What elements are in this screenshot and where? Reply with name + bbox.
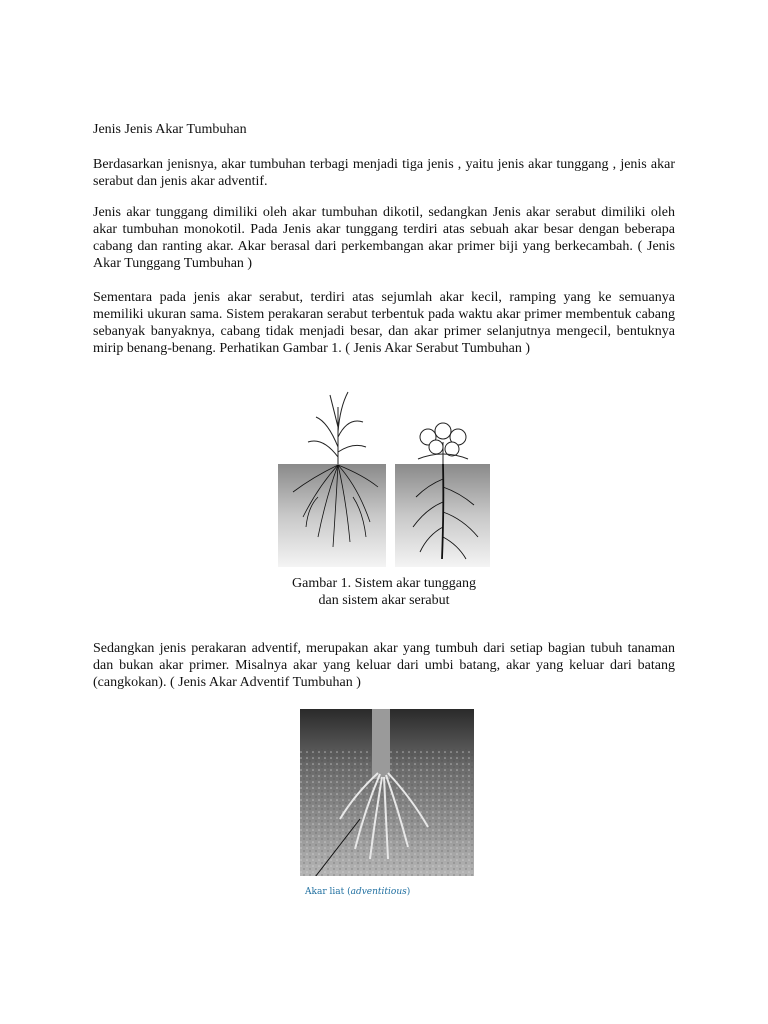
soil-left [278,464,386,567]
paragraph-fibrous: Sementara pada jenis akar serabut, terdiri atas sejumlah akar kecil, ramping yang ke semuanya memiliki ukuran sama. Sistem perakaran serabut terbentuk pada waktu akar primer membentuk cabang sebanyak banyaknya, cabang tidak menjadi besar, dan akar primer selanjutnya mengecil, bentuknya mirip benang-benang. Perhatikan Gambar 1. ( Jenis Akar Serabut Tumbuhan ) [93,290,675,356]
paragraph-adventitious: Sedangkan jenis perakaran adventif, merupakan akar yang tumbuh dari setiap bagian tubuh tanaman dan bukan akar primer. Misalnya akar yang keluar dari umbi batang, akar yang keluar dari batang (cangkokan). ( Jenis Akar Adventif Tumbuhan ) [93,641,675,690]
figure-2-label: Akar liat (adventitious) [305,887,411,897]
dicot-plant-illustration [418,423,468,464]
figure-1-caption [250,575,518,609]
caption-line-2: dan sistem akar serabut [318,593,450,608]
paragraph-taproot: Jenis akar tunggang dimiliki oleh akar tumbuhan dikotil, sedangkan Jenis akar serabut dimiliki oleh akar tumbuhan monokotil. Pada Jenis akar tunggang terdiri atas sebuah akar besar dengan beberapa cabang dan ranting akar. Akar berasal dari perkembangan akar primer biji yang berkecambah. ( Jenis Akar Tunggang Tumbuhan ) [93,205,675,271]
figure-root-systems [278,387,490,567]
monocot-plant-illustration [308,392,366,464]
document-title: Jenis Jenis Akar Tumbuhan [93,122,247,137]
paragraph-intro: Berdasarkan jenisnya, akar tumbuhan terbagi menjadi tiga jenis , yaitu jenis akar tunggang , jenis akar serabut dan jenis akar adventif. [93,157,675,189]
figure-adventitious-roots [300,709,474,876]
stem-shape [372,709,390,779]
caption-line-1: Gambar 1. Sistem akar tunggang [292,576,476,591]
